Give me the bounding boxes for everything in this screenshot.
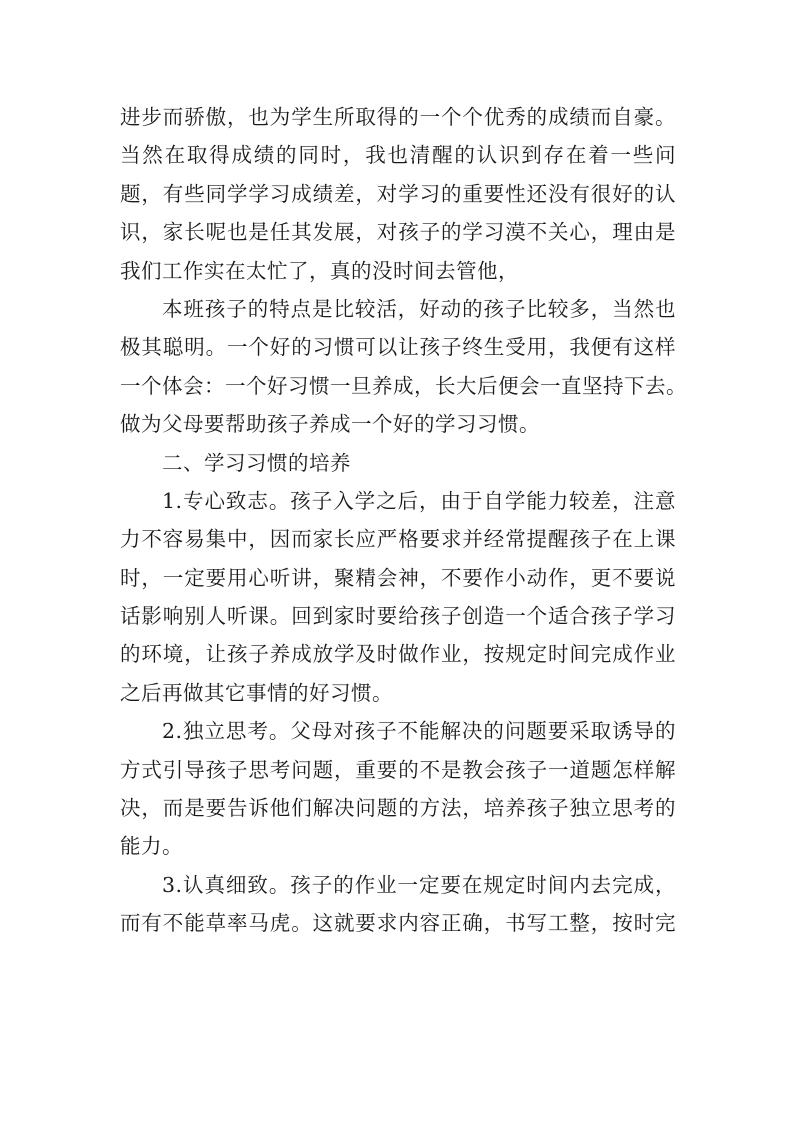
text-line: 之后再做其它事情的好习惯。 — [120, 680, 393, 705]
list-item-focus — [120, 482, 676, 712]
text-line: 极其聪明。一个好的习惯可以让孩子终生受用，我便有这样 — [120, 335, 676, 360]
text-line: 一个体会：一个好习惯一旦养成，长大后便会一直坚持下去。 — [120, 373, 687, 398]
text-line: 2.独立思考。父母对孩子不能解决的问题要采取诱导的 — [162, 719, 676, 744]
text-line: 识，家长呢也是任其发展，对孩子的学习漠不关心，理由是 — [120, 220, 676, 245]
text-line: 时，一定要用心听讲，聚精会神，不要作小动作，更不要说 — [120, 565, 676, 590]
document-body — [120, 98, 687, 943]
text-line: 而有不能草率马虎。这就要求内容正确，书写工整，按时完 — [120, 911, 676, 936]
text-line: 进步而骄傲，也为学生所取得的一个个优秀的成绩而自豪。 — [120, 105, 676, 129]
text-line: 的环境，让孩子养成放学及时做作业，按规定时间完成作业 — [120, 642, 676, 667]
text-line: 本班孩子的特点是比较活，好动的孩子比较多，当然也 — [162, 296, 676, 321]
text-line: 方式引导孩子思考问题，重要的不是教会孩子一道题怎样解 — [120, 757, 676, 782]
paragraph-continued — [120, 98, 676, 290]
text-line: 决，而是要告诉他们解决问题的方法，培养孩子独立思考的 — [120, 796, 676, 821]
text-line: 力不容易集中，因而家长应严格要求并经常提醒孩子在上课 — [120, 527, 676, 552]
text-line: 3.认真细致。孩子的作业一定要在规定时间内去完成， — [162, 872, 676, 897]
section-heading — [120, 444, 676, 482]
paragraph-class-traits — [120, 290, 687, 444]
text-line: 能力。 — [120, 834, 183, 859]
list-item-carefulness — [120, 866, 676, 943]
text-line: 做为父母要帮助孩子养成一个好的学习习惯。 — [120, 412, 540, 437]
text-line: 1.专心致志。孩子入学之后，由于自学能力较差，注意 — [162, 488, 676, 513]
text-line: 当然在取得成绩的同时，我也清醒的认识到存在着一些问 — [120, 143, 676, 168]
list-item-independent-thinking — [120, 712, 676, 866]
text-line: 我们工作实在太忙了，真的没时间去管他， — [120, 258, 519, 283]
text-line: 话影响别人听课。回到家时要给孩子创造一个适合孩子学习 — [120, 604, 676, 629]
text-line: 题，有些同学学习成绩差，对学习的重要性还没有很好的认 — [120, 181, 676, 206]
heading-text: 二、学习习惯的培养 — [162, 450, 351, 475]
